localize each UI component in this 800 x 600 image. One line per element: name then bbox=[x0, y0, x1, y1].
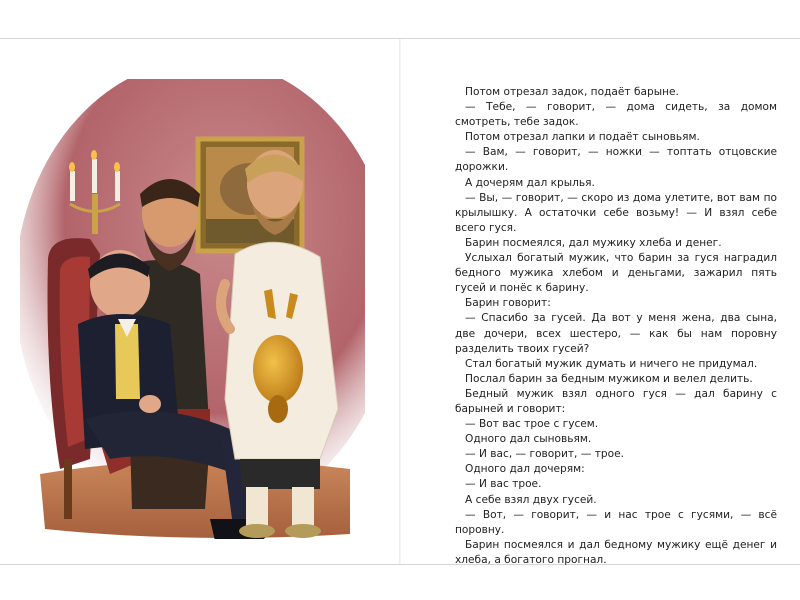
paragraph: А себе взял двух гусей. bbox=[465, 493, 597, 506]
paragraph: — Вот вас трое с гусем. bbox=[465, 418, 599, 431]
paragraph: — И вас трое. bbox=[465, 478, 542, 491]
paragraph: Барин посмеялся, дал мужику хлеба и денег. bbox=[465, 236, 722, 249]
paragraph: Барин говорит: bbox=[465, 297, 551, 310]
illustration bbox=[20, 79, 365, 539]
story-text bbox=[455, 85, 777, 568]
paragraph: — И вас, — говорит, — трое. bbox=[465, 448, 625, 461]
paragraph: — Спасибо за гусей. Да вот у меня жена, два сына, две дочери, всех шестеро, — как бы нам поровну разделить твоих гусей? bbox=[455, 312, 777, 355]
paragraph: Барин посмеялся и дал бедному мужику ещё денег и хлеба, а богатого прогнал. bbox=[455, 538, 777, 566]
book-spread bbox=[0, 38, 800, 565]
paragraph: Потом отрезал лапки и подаёт сыновьям. bbox=[465, 131, 700, 144]
paragraph: Послал барин за бедным мужиком и велел делить. bbox=[465, 372, 753, 385]
paragraph: — Вам, — говорит, — ножки — топтать отцовские дорожки. bbox=[455, 146, 777, 174]
paragraph: Услыхал богатый мужик, что барин за гуся наградил бедного мужика хлебом и деньгами, зажарил пять гусей и понёс к барину. bbox=[455, 252, 777, 295]
paragraph: Одного дал дочерям: bbox=[465, 463, 585, 476]
paragraph: — Тебе, — говорит, — дома сидеть, за домом смотреть, тебе задок. bbox=[455, 101, 777, 129]
paragraph: Стал богатый мужик думать и ничего не придумал. bbox=[465, 357, 758, 370]
page-gutter bbox=[399, 39, 401, 564]
paragraph: Одного дал сыновьям. bbox=[465, 433, 592, 446]
paragraph: Потом отрезал задок, подаёт барыне. bbox=[465, 86, 679, 98]
paragraph: — Вы, — говорит, — скоро из дома улетите, вот вам по крылышку. А остаточки себе возьму! — И взял себе всего гуся. bbox=[455, 191, 777, 234]
paragraph: Бедный мужик взял одного гуся — дал барину с барыней и говорит: bbox=[455, 387, 777, 415]
paragraph: А дочерям дал крылья. bbox=[465, 176, 595, 189]
paragraph: — Вот, — говорит, — и нас трое с гусями, — всё поровну. bbox=[455, 508, 777, 536]
